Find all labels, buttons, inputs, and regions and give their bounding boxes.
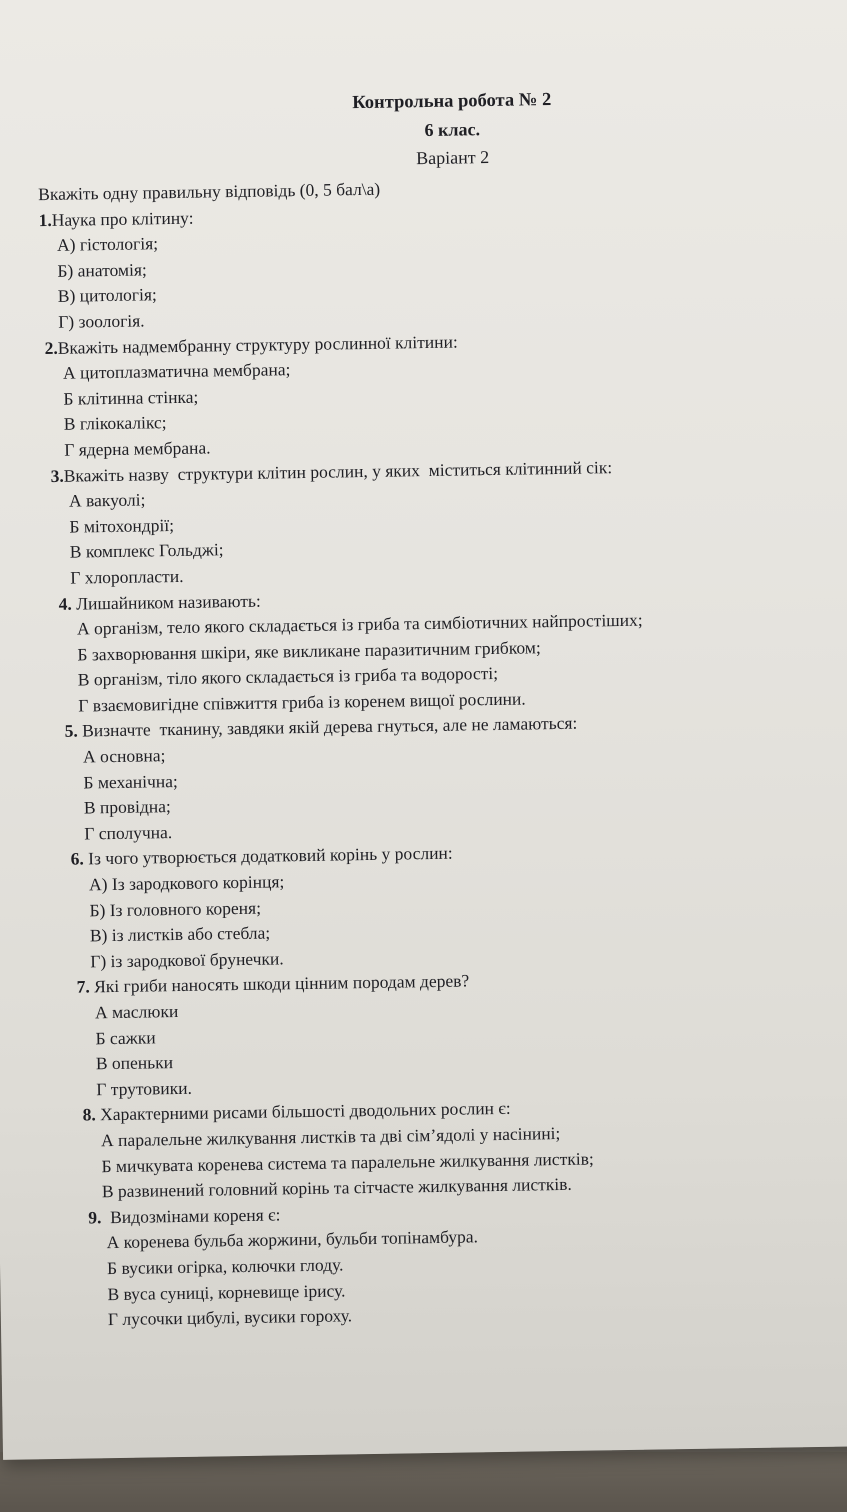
answer-options bbox=[59, 605, 807, 719]
question-number: 2. bbox=[44, 337, 58, 358]
answer-option: Г) зоологія. bbox=[58, 310, 145, 332]
answer-option: В вуса суниці, корневище ірису. bbox=[107, 1279, 346, 1304]
question-number: 9. bbox=[88, 1206, 102, 1228]
answer-option: Б вусики огірка, колючки глоду. bbox=[106, 1254, 344, 1279]
answer-option: А основна; bbox=[82, 745, 166, 767]
answer-option: Б) Із головного кореня; bbox=[89, 897, 262, 921]
question-number: 5. bbox=[64, 721, 78, 742]
question-6 bbox=[70, 836, 810, 976]
question-text: Наука про клітину: bbox=[51, 207, 194, 230]
answer-option: А цитоплазматична мембрана; bbox=[62, 359, 291, 383]
variant-label: Варіант 2 bbox=[416, 147, 490, 169]
answer-option: Г сполучна. bbox=[84, 821, 173, 844]
document-title: Контрольна робота № 2 bbox=[352, 90, 552, 114]
question-number: 6. bbox=[70, 848, 84, 870]
answer-option: Г хлоропласти. bbox=[70, 565, 184, 588]
answer-option: А організм, тело якого складається із гриба та симбіотичних найпростіших; bbox=[76, 609, 643, 639]
question-text: Характерними рисами більшості дводольних рослин є: bbox=[95, 1098, 511, 1125]
question-5 bbox=[64, 708, 808, 848]
question-number: 7. bbox=[76, 976, 90, 998]
answer-options bbox=[71, 861, 811, 975]
answer-option: А вакуолі; bbox=[68, 489, 146, 511]
answer-option: Б захворювання шкіри, яке викликане паразитичним грибком; bbox=[77, 636, 541, 665]
question-number: 4. bbox=[58, 593, 72, 614]
question-number: 8. bbox=[82, 1104, 96, 1125]
question-number: 3. bbox=[50, 465, 64, 486]
answer-option: В комплекс Гольджі; bbox=[69, 539, 224, 562]
test-document bbox=[37, 82, 816, 1334]
answer-option: В развинений головний корінь та сітчасте жилкування листків. bbox=[101, 1174, 572, 1202]
answer-option: В організм, тіло якого складається із гриба та водорості; bbox=[77, 663, 499, 690]
question-4 bbox=[58, 580, 806, 720]
question-9 bbox=[88, 1194, 816, 1333]
answer-options bbox=[83, 1117, 814, 1205]
answer-option: Г) із зародкової брунечки. bbox=[90, 948, 284, 972]
answer-options bbox=[51, 477, 805, 591]
question-1 bbox=[38, 196, 800, 336]
question-text: Видозмінами кореня є: bbox=[101, 1204, 281, 1227]
answer-option: Г лусочки цибулі, вусики гороху. bbox=[107, 1305, 353, 1330]
answer-option: Б мичкувата коренева система та паралельне жилкування листків; bbox=[101, 1148, 594, 1176]
question-text: Вкажіть назву структури клітин рослин, у яких міститься клітинний сік: bbox=[63, 456, 613, 486]
question-8 bbox=[82, 1091, 814, 1205]
answer-option: Б мітохондрії; bbox=[69, 514, 175, 537]
answer-option: А) Із зародкового корінця; bbox=[88, 871, 285, 895]
grade-label: 6 клас. bbox=[424, 119, 481, 141]
question-7 bbox=[76, 963, 812, 1102]
answer-option: Б механічна; bbox=[83, 770, 178, 793]
question-3 bbox=[50, 452, 804, 592]
question-text: Із чого утворюється додатковий корінь у рослин: bbox=[83, 843, 453, 869]
answer-option: А паралельне жилкування листків та дві сім’ядолі у насінині; bbox=[100, 1122, 561, 1151]
question-text: Вкажіть надмембранну структуру рослинної клітини: bbox=[57, 331, 458, 358]
answer-option: Г взаємовигідне співжиття гриба із коренем вищої рослини. bbox=[78, 688, 526, 716]
instruction-text: Вкажіть одну правильну відповідь (0, 5 бал\а) bbox=[38, 178, 381, 205]
answer-options bbox=[65, 733, 809, 847]
answer-options bbox=[45, 349, 803, 463]
answer-options bbox=[77, 989, 813, 1103]
question-text: Визначте тканину, завдяки якій дерева гнуться, але не ламаються: bbox=[77, 713, 578, 742]
answer-option: В опеньки bbox=[95, 1052, 174, 1074]
question-text: Лишайником називають: bbox=[71, 590, 261, 614]
answer-option: А) гістологія; bbox=[56, 233, 159, 256]
answer-option: А коренева бульба жоржини, бульби топінамбура. bbox=[106, 1226, 479, 1253]
answer-option: Б сажки bbox=[95, 1026, 156, 1048]
answer-options bbox=[89, 1219, 817, 1333]
document-header bbox=[107, 82, 798, 177]
answer-options bbox=[39, 221, 801, 335]
answer-option: Г трутовики. bbox=[96, 1077, 193, 1100]
question-number: 1. bbox=[38, 209, 52, 230]
question-text: Які гриби наносять шкоди цінним породам дерев? bbox=[89, 970, 470, 997]
answer-option: В) із листків або стебла; bbox=[89, 922, 271, 946]
question-2 bbox=[44, 324, 802, 464]
answer-option: В) цитологія; bbox=[57, 284, 157, 307]
answer-option: А маслюки bbox=[94, 1001, 179, 1023]
answer-option: Б клітинна стінка; bbox=[63, 386, 199, 409]
question-list bbox=[38, 196, 816, 1334]
answer-option: В глікокалікс; bbox=[63, 412, 167, 435]
answer-option: Г ядерна мембрана. bbox=[64, 437, 211, 460]
answer-option: В провідна; bbox=[83, 796, 171, 818]
answer-option: Б) анатомія; bbox=[57, 259, 147, 281]
table-surface bbox=[0, 1452, 847, 1512]
